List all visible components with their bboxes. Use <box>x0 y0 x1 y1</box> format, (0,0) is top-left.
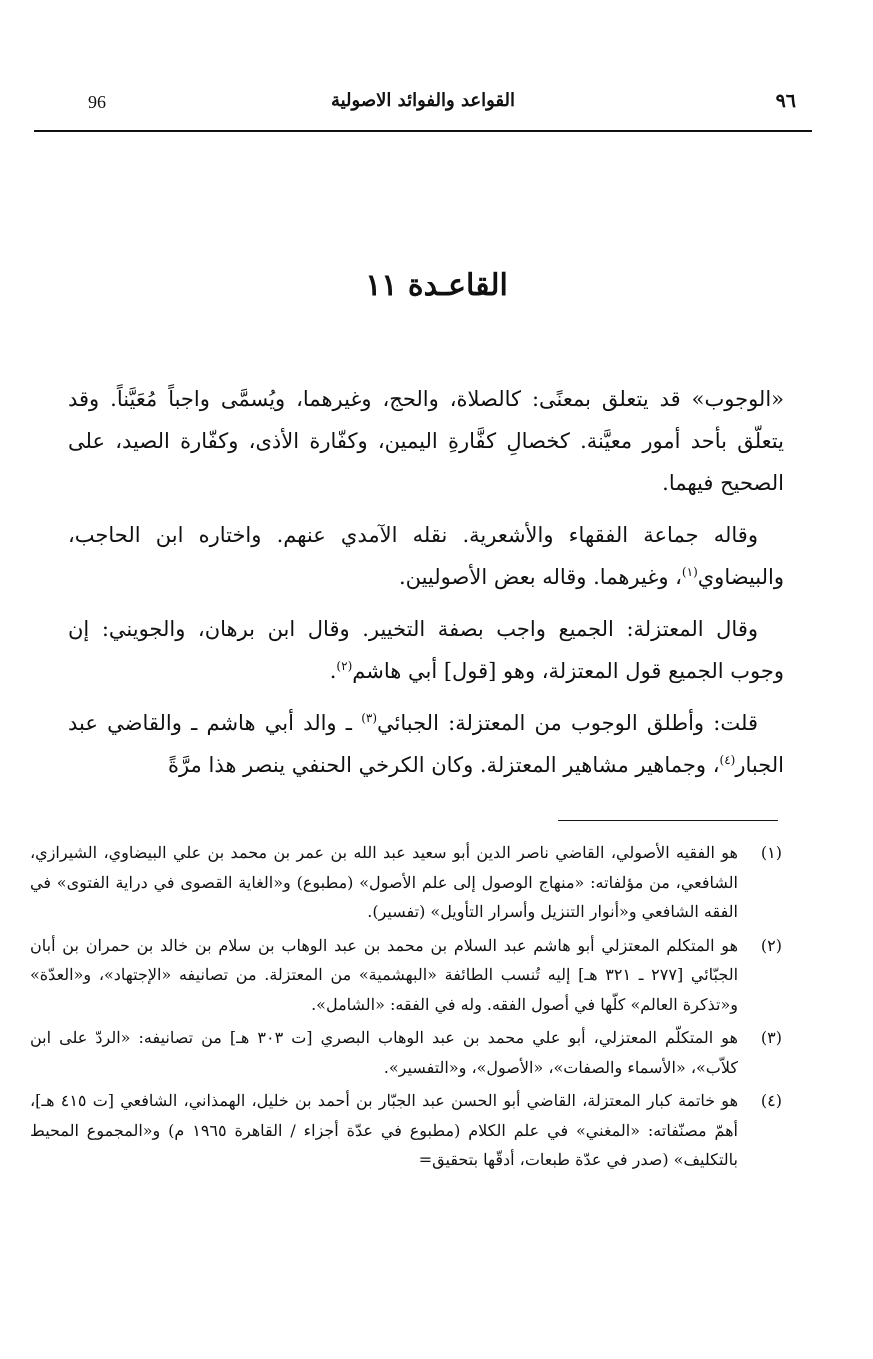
footnote-ref[interactable]: (٣) <box>361 711 378 725</box>
footnotes <box>30 838 782 1179</box>
footnote-ref[interactable]: (٤) <box>719 753 736 767</box>
footnote-separator <box>558 820 778 821</box>
main-text <box>68 378 784 796</box>
running-title: القواعد والفوائد الاصولية <box>330 90 516 111</box>
page-header <box>34 88 812 122</box>
footnote-number: (٣) <box>760 1028 782 1047</box>
footnote-number: (٢) <box>760 935 782 955</box>
footnote-text: هو الفقيه الأصولي، القاضي ناصر الدين أبو سعيد عبد الله بن عمر بن محمد بن علي البيضاوي، الشيرازي، الشافعي، من مؤلفاته: «منهاج الوصول إلى علم الأصول» (مطبوع) و«الغاية القصوى في دراية الفتوى» في الفقه الشافعي و«أنوار التنزيل وأسرار التأويل» (تفسير). <box>30 843 738 921</box>
footnote-item <box>30 1086 782 1175</box>
footnote-text: هو المتكلّم المعتزلي، أبو علي محمد بن عبد الوهاب البصري [ت ٣٠٣ هـ] من تصانيفه: «الردّ على ابن كلاّب»، «الأسماء والصفات»، «الأصول»، و«التفسير». <box>30 1028 738 1077</box>
footnote-text: هو المتكلم المعتزلي أبو هاشم عبد السلام بن محمد بن عبد الوهاب بن سلام بن خالد بن حمران بن أبان الجبّائي [٢٧٧ ـ ٣٢١ هـ] إليه تُنسب الطائفة «البهشمية» من المعتزلة. من تصانيفه «الإجتهاد»، و«العدّة» و«تذكرة العالم» كلّها في أصول الفقه. وله في الفقه: «الشامل». <box>30 935 739 1014</box>
paragraph: وقاله جماعة الفقهاء والأشعرية. نقله الآمدي عنهم. واختاره ابن الحاجب، والبيضاوي$^{(١)}$، وغيرهما. وقاله بعض الأصوليين. <box>68 523 784 589</box>
chapter-title: القاعـدة ١١ <box>365 268 508 303</box>
paragraph: قلت: وأطلق الوجوب من المعتزلة: الجبائي$^{(٣)}$ ـ والد أبي هاشم ـ والقاضي عبد الجبار$^{(٤)}$، وجماهير مشاهير المعتزلة. وكان الكرخي الحنفي ينصر هذا مرَّةً <box>68 711 784 777</box>
header-rule <box>34 130 812 132</box>
paragraph: وقال المعتزلة: الجميع واجب بصفة التخيير. وقال ابن برهان، والجويني: إن وجوب الجميع قول المعتزلة، وهو [قول] أبي هاشم$^{(٢)}$. <box>68 617 784 683</box>
footnote-number: (١) <box>760 843 782 862</box>
footnote-ref[interactable]: (١) <box>681 565 698 579</box>
footnote-number: (٤) <box>760 1091 782 1110</box>
page-number-arabic: ٩٦ <box>775 90 796 112</box>
footnote-item <box>30 1023 782 1082</box>
footnote-text: هو خاتمة كبار المعتزلة، القاضي أبو الحسن عبد الجبّار بن أحمد بن خليل، الهمذاني، الشافعي [ت ٤١٥ هـ]، أهمّ مصنّفاته: «المغني» في علم الكلام (مطبوع في عدّة أجزاء / القاهرة ١٩٦٥ م) و«المجموع المحيط بالتكليف» (صدر في عدّة طبعات، أدقّها بتحقيق= <box>30 1091 739 1169</box>
page-number-latin: 96 <box>88 92 106 112</box>
paragraph: «الوجوب» قد يتعلق بمعنًى: كالصلاة، والحج، وغيرهما، ويُسمَّى واجباً مُعَيَّناً. وقد يتعلّق بأحد أمور معيَّنة. كخصالِ كفَّارةِ اليمين، وكفّارة الأذى، وكفّارة الصيد، على الصحيح فيهما. <box>68 387 784 495</box>
footnote-ref[interactable]: (٢) <box>336 659 353 673</box>
footnote-item <box>30 931 782 1020</box>
footnote-item <box>30 838 782 927</box>
